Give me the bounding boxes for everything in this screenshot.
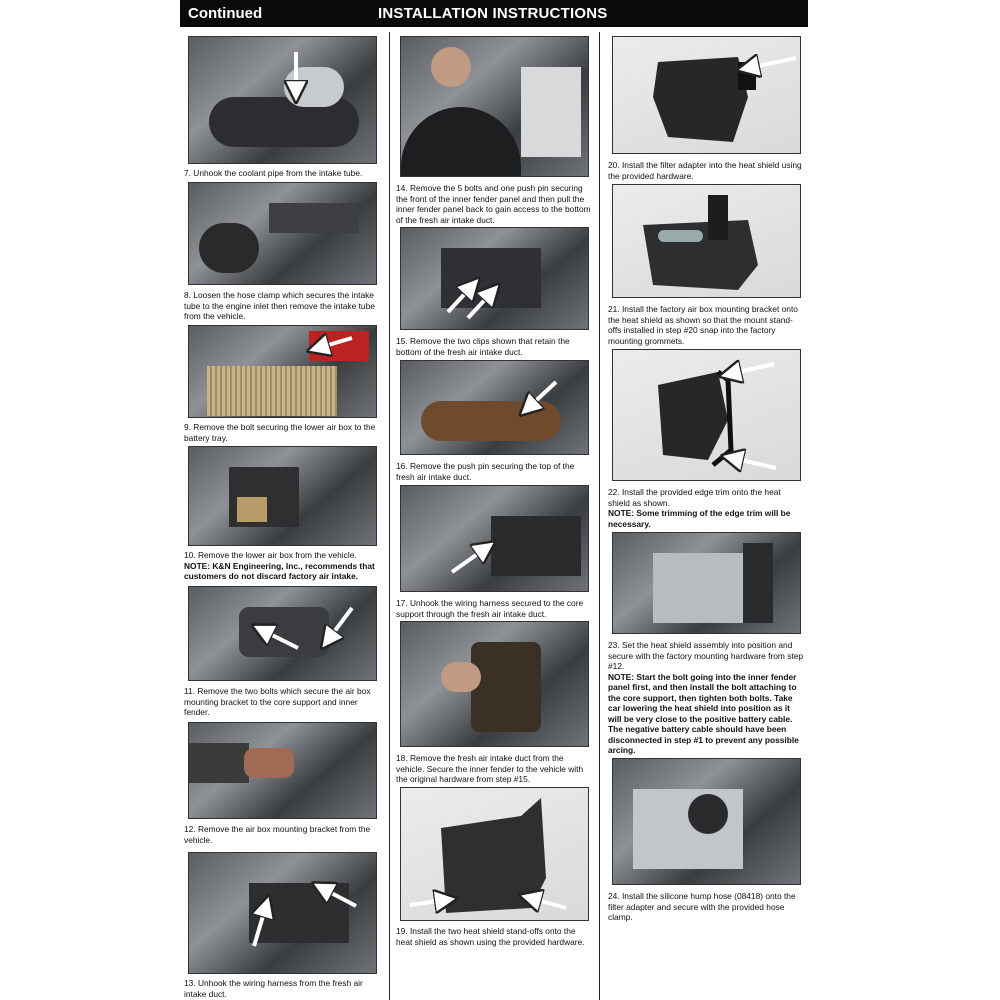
step-13-photo xyxy=(188,852,377,974)
step-20-caption: 20. Install the filter adapter into the heat shield using the provided hardware. xyxy=(608,160,802,181)
step-18-caption: 18. Remove the fresh air intake duct from the vehicle. Secure the inner fender to the vehicle with the original hardware from step #15. xyxy=(396,753,584,784)
step-16-caption: 16. Remove the push pin securing the top of the fresh air intake duct. xyxy=(396,461,575,482)
step-22-caption: 22. Install the provided edge trim onto the heat shield as shown. NOTE: Some trimming of the edge trim will be necessary. xyxy=(608,487,804,529)
step-8-photo xyxy=(188,182,377,285)
step-15-caption: 15. Remove the two clips shown that retain the bottom of the fresh air intake duct. xyxy=(396,336,570,357)
step-24-photo xyxy=(612,758,801,885)
step-20-photo xyxy=(612,36,801,154)
step-11-caption: 11. Remove the two bolts which secure the air box mounting bracket to the core support and inner fender. xyxy=(184,686,371,717)
column-divider xyxy=(389,32,390,1000)
step-10-note: NOTE: K&N Engineering, Inc., recommends that customers do not discard factory air intake. xyxy=(184,560,375,581)
step-23-note: NOTE: Start the bolt going into the inner fender panel first, and then install the bolt attaching to the core support, then tighten both bolts. Take car lowering the heat shield into position as it will be very close to the positive battery cable. The negative battery cable should have been disconnected in step #1 to prevent any possible arcing. xyxy=(608,671,799,755)
page-header xyxy=(180,0,808,27)
step-11-photo xyxy=(188,586,377,681)
step-7-caption: 7. Unhook the coolant pipe from the intake tube. xyxy=(184,168,363,178)
column-divider xyxy=(599,32,600,1000)
step-9-caption: 9. Remove the bolt securing the lower air box to the battery tray. xyxy=(184,422,376,443)
step-21-caption: 21. Install the factory air box mounting bracket onto the heat shield as shown so that the mount stand-offs installed in step #20 snap into the factory mounting grommets. xyxy=(608,304,798,346)
step-9-photo xyxy=(188,325,377,418)
step-23-photo xyxy=(612,532,801,634)
step-14-caption: 14. Remove the 5 bolts and one push pin securing the front of the inner fender panel and then pull the inner fender panel back to gain access to the bottom of the fresh air intake duct. xyxy=(396,183,591,225)
step-18-photo xyxy=(400,621,589,747)
step-19-caption: 19. Install the two heat shield stand-offs onto the heat shield as shown using the provided hardware. xyxy=(396,926,585,947)
step-22-note: NOTE: Some trimming of the edge trim will be necessary. xyxy=(608,508,791,529)
page-title: INSTALLATION INSTRUCTIONS xyxy=(378,5,608,22)
step-7-photo xyxy=(188,36,377,164)
step-8-caption: 8. Loosen the hose clamp which secures the intake tube to the engine inlet then remove the intake tube from the vehicle. xyxy=(184,290,375,321)
step-12-caption: 12. Remove the air box mounting bracket from the vehicle. xyxy=(184,824,371,845)
continued-label: Continued xyxy=(188,5,263,22)
step-17-photo xyxy=(400,485,589,592)
step-15-photo xyxy=(400,227,589,330)
step-17-caption: 17. Unhook the wiring harness secured to the core support through the fresh air intake duct. xyxy=(396,598,584,619)
step-14-photo xyxy=(400,36,589,177)
step-23-caption: 23. Set the heat shield assembly into position and secure with the factory mounting hardware from step #12. NOTE: Start the bolt going into the inner fender panel first, and then install the bolt attaching to the core support, then tighten both bolts. Take car lowering the heat shield into position as it will be very close to the positive battery cable. The negative battery cable should have been disconnected in step #1 to prevent any possible arcing. xyxy=(608,640,804,755)
step-16-photo xyxy=(400,360,589,455)
step-21-photo xyxy=(612,184,801,298)
step-13-caption: 13. Unhook the wiring harness from the fresh air intake duct. xyxy=(184,978,363,999)
step-24-caption: 24. Install the silicone hump hose (08418) onto the filter adapter and secure with the provided hose clamp. xyxy=(608,891,796,922)
step-10-caption: 10. Remove the lower air box from the vehicle. NOTE: K&N Engineering, Inc., recommends that customers do not discard factory air intake. xyxy=(184,550,380,582)
step-22-photo xyxy=(612,349,801,481)
step-12-photo xyxy=(188,722,377,819)
step-19-photo xyxy=(400,787,589,921)
step-10-photo xyxy=(188,446,377,546)
